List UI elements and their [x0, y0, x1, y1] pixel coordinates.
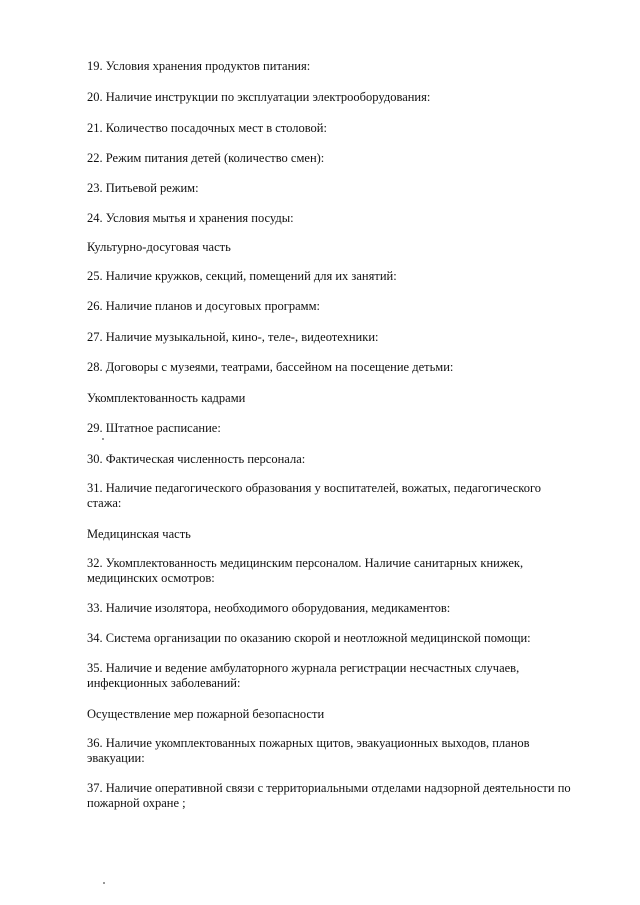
item-32-line-1: 32. Укомплектованность медицинским персоналом. Наличие санитарных книжек,	[87, 556, 524, 570]
item-30: 30. Фактическая численность персонала:	[87, 452, 306, 466]
item-35-line-2: инфекционных заболеваний:	[87, 676, 241, 690]
item-33: 33. Наличие изолятора, необходимого оборудования, медикаментов:	[87, 601, 451, 615]
item-31-line-2: стажа:	[87, 496, 122, 510]
item-25: 25. Наличие кружков, секций, помещений для их занятий:	[87, 269, 397, 283]
item-22: 22. Режим питания детей (количество смен):	[87, 151, 325, 165]
item-36-line-1: 36. Наличие укомплектованных пожарных щитов, эвакуационных выходов, планов	[87, 736, 530, 750]
item-26: 26. Наличие планов и досуговых программ:	[87, 299, 320, 313]
item-24: 24. Условия мытья и хранения посуды:	[87, 211, 294, 225]
item-35	[87, 661, 607, 691]
item-27: 27. Наличие музыкальной, кино-, теле-, видеотехники:	[87, 330, 379, 344]
item-37	[87, 781, 607, 811]
item-37-line-2: пожарной охране ;	[87, 796, 186, 810]
section-heading-cultural: Культурно-досуговая часть	[87, 240, 231, 254]
section-heading-staffing: Укомплектованность кадрами	[87, 391, 246, 405]
item-35-line-1: 35. Наличие и ведение амбулаторного журнала регистрации несчастных случаев,	[87, 661, 520, 675]
section-heading-fire-safety: Осуществление мер пожарной безопасности	[87, 707, 325, 721]
item-28: 28. Договоры с музеями, театрами, бассейном на посещение детьми:	[87, 360, 454, 374]
item-31	[87, 481, 607, 511]
item-36	[87, 736, 607, 766]
item-20: 20. Наличие инструкции по эксплуатации электрооборудования:	[87, 90, 431, 104]
item-21: 21. Количество посадочных мест в столовой:	[87, 121, 327, 135]
item-19: 19. Условия хранения продуктов питания:	[87, 59, 311, 73]
item-34: 34. Система организации по оказанию скорой и неотложной медицинской помощи:	[87, 631, 531, 645]
item-32	[87, 556, 607, 586]
item-29: 29. Штатное расписание:	[87, 421, 221, 435]
item-32-line-2: медицинских осмотров:	[87, 571, 215, 585]
scan-speck	[103, 882, 105, 884]
section-heading-medical: Медицинская часть	[87, 527, 191, 541]
item-23: 23. Питьевой режим:	[87, 181, 199, 195]
item-37-line-1: 37. Наличие оперативной связи с территориальными отделами надзорной деятельности по	[87, 781, 571, 795]
item-31-line-1: 31. Наличие педагогического образования у воспитателей, вожатых, педагогического	[87, 481, 542, 495]
scan-speck	[102, 438, 104, 440]
item-36-line-2: эвакуации:	[87, 751, 145, 765]
